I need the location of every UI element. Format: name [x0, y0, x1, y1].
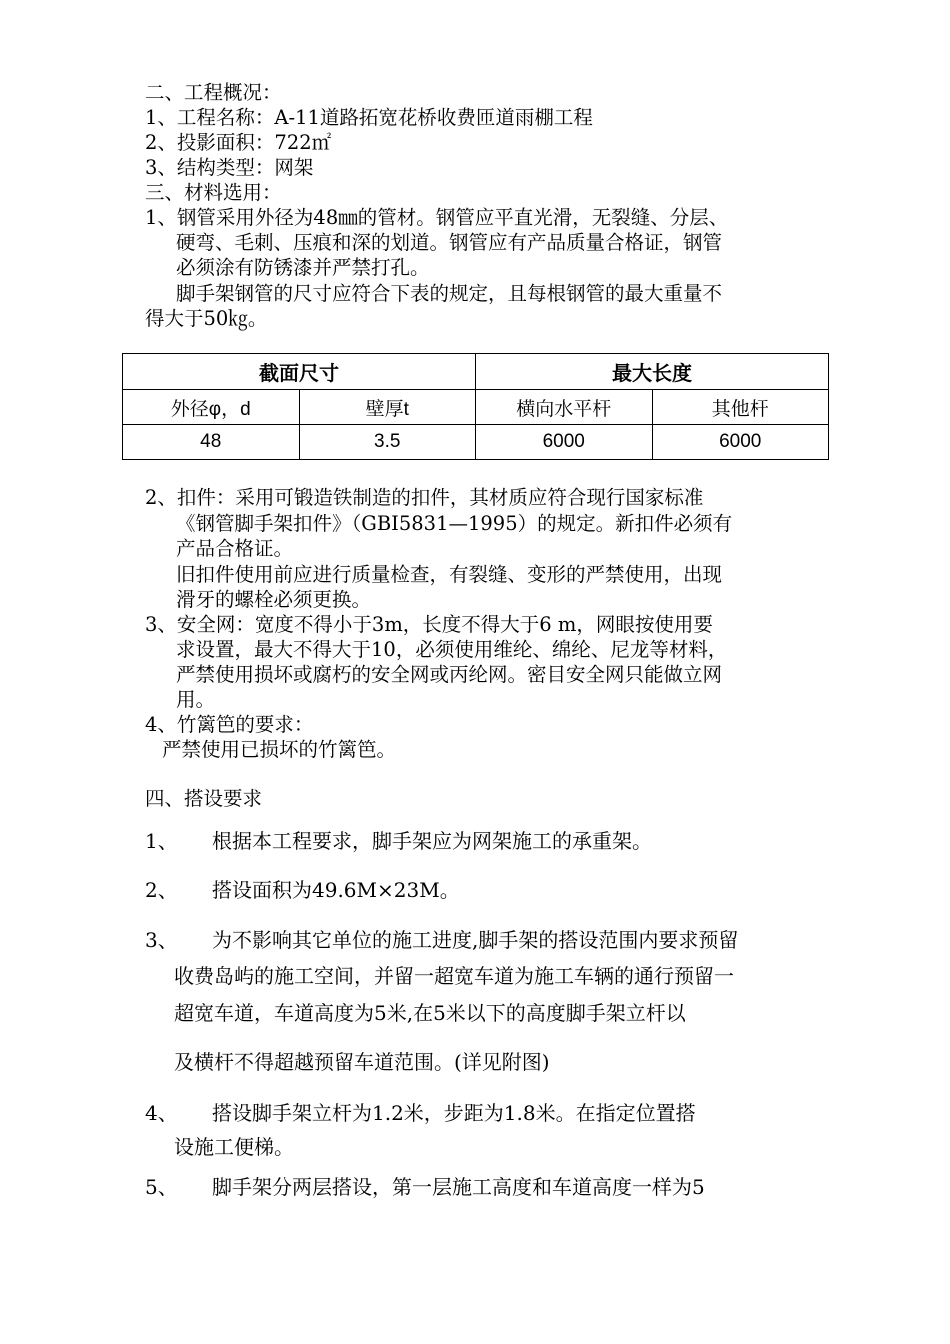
list-item: 搭设脚手架立杆为1.2米，步距为1.8米。在指定位置搭: [212, 1101, 696, 1125]
table-header-cell: 外径φ，d: [123, 390, 300, 425]
paragraph-line: 滑牙的螺栓必须更换。: [176, 588, 372, 611]
paragraph-line: 严禁使用已损坏的竹篱笆。: [162, 738, 397, 761]
table-header-cell: 横向水平杆: [476, 390, 653, 425]
project-name: 1、工程名称：A-11道路拓宽花桥收费匝道雨棚工程: [145, 106, 593, 129]
list-item-continuation: 超宽车道，车道高度为5米,在5米以下的高度脚手架立杆以: [174, 1001, 686, 1025]
table-cell: 48: [123, 425, 300, 460]
paragraph-line: 产品合格证。: [176, 537, 294, 560]
list-number: 3、: [145, 928, 178, 952]
table-header-cell: 壁厚t: [299, 390, 476, 425]
table-header-cell: 其他杆: [652, 390, 829, 425]
list-item-continuation: 及横杆不得超越预留车道范围。(详见附图): [174, 1050, 550, 1074]
paragraph-line: 求设置，最大不得大于10，必须使用维纶、绵纶、尼龙等材料，: [176, 638, 728, 661]
paragraph-line: 严禁使用损坏或腐朽的安全网或丙纶网。密目安全网只能做立网: [176, 663, 723, 686]
steel-pipe-spec-table: [122, 353, 829, 460]
section-title: 四、搭设要求: [145, 787, 263, 810]
paragraph-line: 3、安全网：宽度不得小于3m，长度不得大于6 m，网眼按使用要: [145, 613, 713, 636]
paragraph-line: 得大于50㎏。: [145, 307, 268, 330]
list-item: 搭设面积为49.6M×23M。: [212, 878, 460, 902]
list-item: 脚手架分两层搭设，第一层施工高度和车道高度一样为5: [212, 1175, 705, 1199]
table-group-header: 最大长度: [476, 354, 829, 390]
list-item-continuation: 设施工便梯。: [174, 1135, 294, 1159]
table-group-header: 截面尺寸: [123, 354, 476, 390]
projected-area: 2、投影面积：722㎡: [145, 131, 332, 154]
paragraph-line: 必须涂有防锈漆并严禁打孔。: [176, 256, 430, 279]
list-item: 为不影响其它单位的施工进度,脚手架的搭设范围内要求预留: [212, 928, 739, 952]
table-row: [123, 425, 829, 460]
section-title: 三、材料选用：: [145, 181, 282, 204]
table-cell: 3.5: [299, 425, 476, 460]
structure-type: 3、结构类型：网架: [145, 156, 314, 179]
table-cell: 6000: [652, 425, 829, 460]
paragraph-line: 用。: [176, 688, 216, 711]
list-item-continuation: 收费岛屿的施工空间，并留一超宽车道为施工车辆的通行预留一: [174, 964, 734, 988]
list-number: 2、: [145, 878, 178, 902]
paragraph-line: 1、钢管采用外径为48㎜的管材。钢管应平直光滑，无裂缝、分层、: [145, 206, 729, 229]
table-cell: 6000: [476, 425, 653, 460]
list-number: 4、: [145, 1101, 178, 1125]
list-item: 根据本工程要求，脚手架应为网架施工的承重架。: [212, 829, 652, 853]
section-title: 二、工程概况：: [145, 81, 282, 104]
list-number: 5、: [145, 1175, 178, 1199]
paragraph-line: 脚手架钢管的尺寸应符合下表的规定，且每根钢管的最大重量不: [176, 282, 723, 305]
paragraph-line: 《钢管脚手架扣件》（GBI5831—1995）的规定。新扣件必须有: [176, 512, 733, 535]
list-number: 1、: [145, 829, 178, 853]
paragraph-line: 旧扣件使用前应进行质量检查，有裂缝、变形的严禁使用，出现: [176, 563, 723, 586]
paragraph-line: 硬弯、毛刺、压痕和深的划道。钢管应有产品质量合格证，钢管: [176, 231, 723, 254]
paragraph-line: 4、竹篱笆的要求：: [145, 713, 314, 736]
paragraph-line: 2、扣件：采用可锻造铁制造的扣件，其材质应符合现行国家标准: [145, 486, 704, 509]
